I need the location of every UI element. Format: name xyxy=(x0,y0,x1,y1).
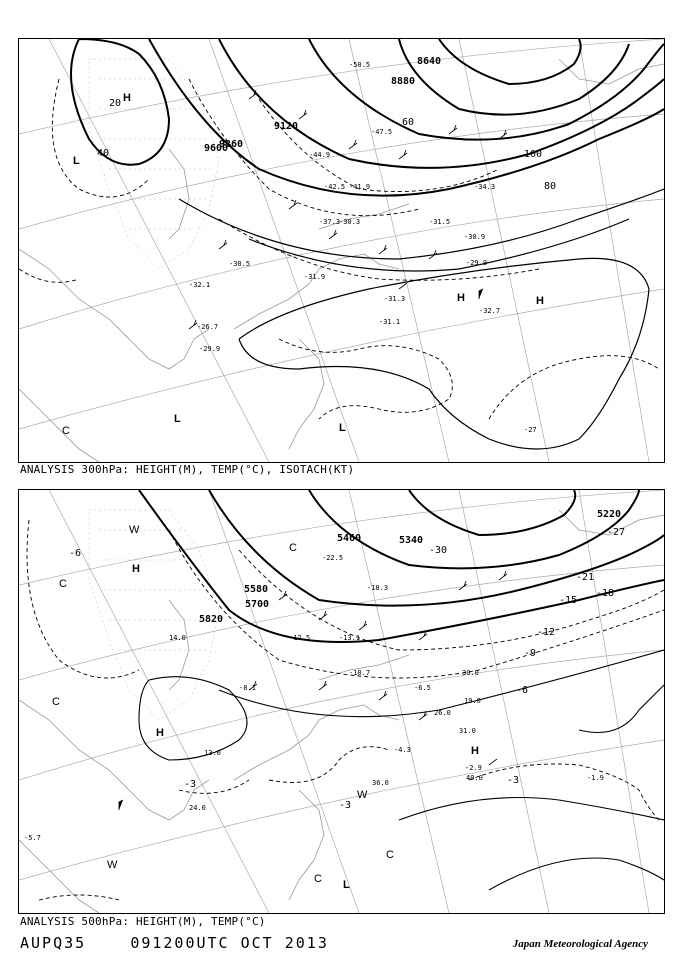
height-label: 5220 xyxy=(597,509,622,520)
temp-label: -31.3 xyxy=(384,295,406,303)
center-marker: C xyxy=(59,578,67,590)
isotherm-label: -9 xyxy=(524,648,537,659)
temp-label: -29.9 xyxy=(466,259,488,267)
agency-name: Japan Meteorological Agency xyxy=(512,938,648,950)
station-label: 31.0 xyxy=(459,727,476,735)
center-marker: L xyxy=(174,413,181,425)
station-label: -13.1 xyxy=(339,634,361,642)
isotach-contours xyxy=(179,189,664,449)
station-label: 40.0 xyxy=(466,774,483,782)
height-label: 8640 xyxy=(417,56,442,67)
coastlines xyxy=(19,510,664,913)
center-marker: L xyxy=(73,155,80,167)
isotherm-contours xyxy=(19,79,659,419)
station-label: 26.0 xyxy=(434,709,451,717)
center-marker: C xyxy=(289,542,297,554)
temp-label: -31.5 xyxy=(429,218,451,226)
isotherm-label: -18 xyxy=(596,588,615,599)
temp-label: -30.5 xyxy=(229,260,251,268)
station-label: -6.5 xyxy=(414,684,431,692)
height-label: 9360 xyxy=(219,139,244,150)
height-labels xyxy=(199,509,621,625)
isotach-label: 40 xyxy=(97,148,110,159)
isotherm-label: -6 xyxy=(69,548,82,559)
height-label: 5820 xyxy=(199,614,224,625)
isotach-label: 100 xyxy=(524,149,543,160)
temp-label: -29.9 xyxy=(199,345,221,353)
isotherm-label: -12 xyxy=(537,627,556,638)
temp-label: -37.3 xyxy=(319,218,341,226)
temp-label: -26.7 xyxy=(197,323,219,331)
center-marker: L xyxy=(339,422,346,434)
caption-500hpa: ANALYSIS 500hPa: HEIGHT(M), TEMP(°C) xyxy=(20,915,266,928)
chart-500hpa xyxy=(18,489,665,914)
height-labels xyxy=(204,56,441,154)
isotach-label: 20 xyxy=(109,98,122,109)
temp-label: -34.3 xyxy=(474,183,496,191)
isotach-label: 60 xyxy=(402,117,415,128)
station-label: -8.1 xyxy=(239,684,256,692)
station-label: 24.0 xyxy=(189,804,206,812)
center-marker: H xyxy=(536,295,544,307)
station-label: -1.9 xyxy=(587,774,604,782)
wind-barbs xyxy=(119,571,507,810)
valid-time: 091200UTC OCT 2013 xyxy=(130,934,329,952)
temperature-contour-labels xyxy=(69,527,625,811)
isotherm-label: -27 xyxy=(607,527,626,538)
isotherm-label: -3 xyxy=(339,800,352,811)
station-label: -5.7 xyxy=(24,834,41,842)
temp-label: -30.3 xyxy=(339,218,361,226)
center-marker: C xyxy=(62,425,70,437)
center-marker: W xyxy=(107,859,118,871)
product-header xyxy=(20,934,329,952)
center-marker: C xyxy=(52,696,60,708)
center-marker: W xyxy=(357,789,368,801)
isotherm-label: -3 xyxy=(184,779,197,790)
center-marker: H xyxy=(471,745,479,757)
station-label: 30.0 xyxy=(462,669,479,677)
station-label: 14.0 xyxy=(169,634,186,642)
station-label: -22.5 xyxy=(322,554,344,562)
temp-label: -31.1 xyxy=(379,318,401,326)
shaded-region xyxy=(89,59,219,269)
station-label: 19.0 xyxy=(464,697,481,705)
temp-label: -44.9 xyxy=(309,151,331,159)
center-marker: H xyxy=(457,292,465,304)
temp-label: -30.9 xyxy=(464,233,486,241)
pressure-centers xyxy=(52,524,479,891)
height-label: 5460 xyxy=(337,533,362,544)
temp-label: -42.5 xyxy=(324,183,346,191)
isotherm-label: -6 xyxy=(516,685,529,696)
product-code: AUPQ35 xyxy=(20,934,87,952)
temp-label: -32.7 xyxy=(479,307,501,315)
center-marker: H xyxy=(132,563,140,575)
temp-label: -41.9 xyxy=(349,183,371,191)
isotherm-label: -15 xyxy=(559,595,578,606)
height-label: 9600 xyxy=(204,143,229,154)
center-marker: C xyxy=(386,849,394,861)
station-label: -12.5 xyxy=(289,634,311,642)
station-label: -4.3 xyxy=(394,746,411,754)
center-marker: W xyxy=(129,524,140,536)
station-label: 13.0 xyxy=(204,749,221,757)
height-label: 8880 xyxy=(391,76,416,87)
temp-label: -27 xyxy=(524,426,537,434)
center-marker: C xyxy=(314,873,322,885)
station-label: 36.0 xyxy=(372,779,389,787)
station-label: -10.7 xyxy=(349,669,371,677)
chart-300hpa xyxy=(18,38,665,463)
temp-label: -31.9 xyxy=(304,273,326,281)
height-label: 5580 xyxy=(244,584,269,595)
isotach-labels xyxy=(97,98,556,192)
map-500hpa xyxy=(19,490,664,913)
height-label: 5340 xyxy=(399,535,424,546)
center-marker: L xyxy=(343,879,350,891)
height-label: 5700 xyxy=(245,599,270,610)
temp-label: -50.5 xyxy=(349,61,371,69)
center-marker: H xyxy=(123,92,131,104)
map-300hpa xyxy=(19,39,664,462)
station-label: -18.3 xyxy=(367,584,389,592)
temperature-labels xyxy=(189,61,537,434)
isotherm-label: -21 xyxy=(576,572,595,583)
caption-300hpa: ANALYSIS 300hPa: HEIGHT(M), TEMP(°C), ISOTACH(KT) xyxy=(20,463,355,476)
temp-label: -32.1 xyxy=(189,281,211,289)
isotherm-label: -3 xyxy=(507,775,520,786)
temp-label: -47.5 xyxy=(371,128,393,136)
isotach-label: 80 xyxy=(544,181,557,192)
center-marker: H xyxy=(156,727,164,739)
height-label: 9120 xyxy=(274,121,299,132)
station-label: -2.9 xyxy=(465,764,482,772)
isotherm-label: -30 xyxy=(429,545,448,556)
